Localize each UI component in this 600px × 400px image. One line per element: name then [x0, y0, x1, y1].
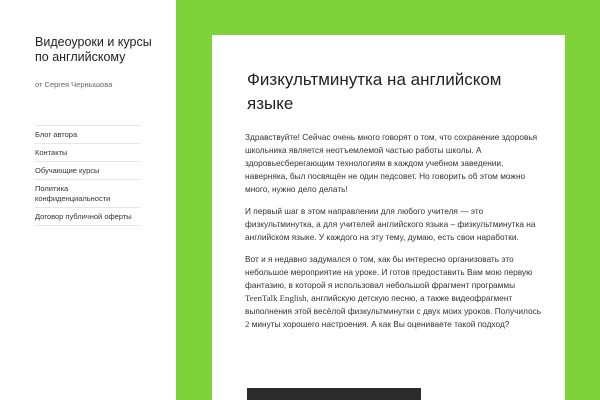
menu-item-courses[interactable]: Обучающие курсы: [35, 161, 140, 179]
paragraph-idea-part1: Вот и я недавно задумался о том, как бы интересно организовать это небольшое мероприятие на уроке. И готов предоставить Вам мою первую фантазию, в которой я использовал небольшой фрагмент программы: [245, 254, 533, 290]
site-tagline: от Сергея Чернышова: [35, 80, 113, 89]
article-panel: [212, 35, 565, 400]
main-navigation: [35, 125, 140, 226]
paragraph-intro: Здравствуйте! Сейчас очень много говорят о том, что сохранение здоровья школьника является неотъемлемой частью работы школы. А здоровьесберегающим технологиям в каждом учебном заведении, наверняка, был посвящён не один педсовет. Но говорить об этом можно много, нужно дело делать!: [245, 132, 538, 194]
post-body: [245, 131, 545, 340]
menu-item-privacy-policy[interactable]: Политика конфиденциальности: [35, 179, 140, 207]
post-title: Физкультминутка на английском языке: [247, 70, 502, 113]
paragraph-first-step: И первый шаг в этом направлении для любого учителя — это физкультминутка, а для учителей английского языка – физкультминутка на английском языке. У каждого на эту тему, думаю, есть свои наработки.: [245, 206, 536, 242]
minutes-number: 2: [245, 319, 250, 329]
paragraph-idea: [245, 253, 545, 331]
video-player[interactable]: [247, 388, 421, 400]
program-name: TeenTalk English: [245, 293, 307, 303]
site-title[interactable]: Видеоуроки и курсы по английскому: [35, 35, 152, 64]
menu-item-public-offer[interactable]: Договор публичной оферты: [35, 207, 140, 226]
paragraph-idea-part2: , английскую детскую песню, а также видеофрагмент выполнения этой весёлой физкультминутки с двух моих уроков. Получилось: [245, 293, 542, 316]
menu-item-author-blog[interactable]: Блог автора: [35, 125, 140, 143]
paragraph-idea-part3: минуты хорошего настроения. А как Вы оцениваете такой подход?: [249, 319, 510, 329]
menu-item-contacts[interactable]: Контакты: [35, 143, 140, 161]
sidebar: [0, 0, 176, 400]
